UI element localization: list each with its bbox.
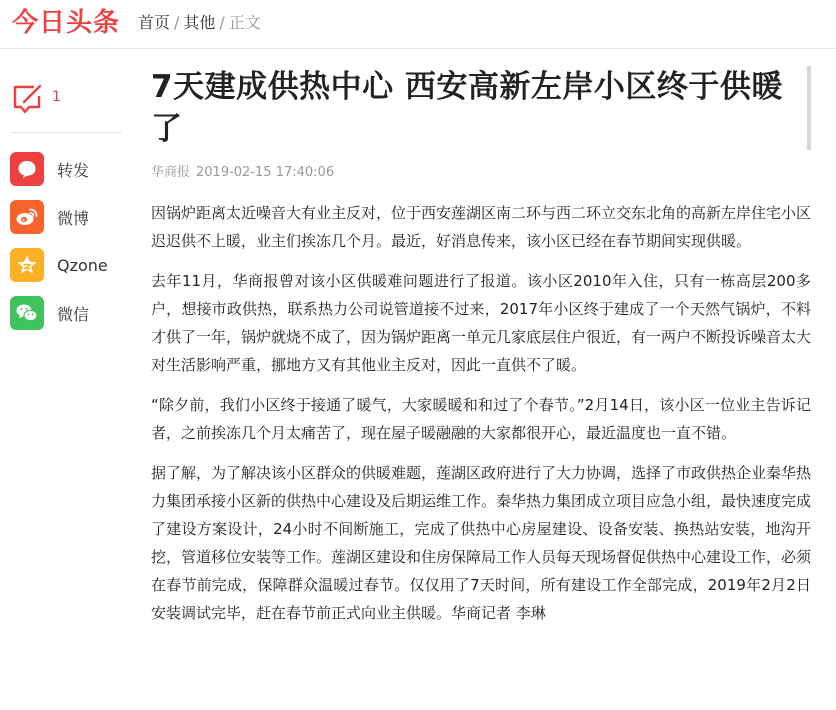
article-time: 2019-02-15 17:40:06 <box>196 165 335 180</box>
article-title: 7天建成供热中心 西安高新左岸小区终于供暖了 <box>151 66 811 150</box>
qzone-star-icon <box>10 248 44 282</box>
wechat-icon <box>10 296 44 330</box>
breadcrumb-home[interactable]: 首页 <box>138 13 171 32</box>
article-source[interactable]: 华商报 <box>151 165 191 180</box>
article-paragraph: 因锅炉距离太近噪音大有业主反对，位于西安莲湖区南二环与西二环立交东北角的高新左岸住宅小区迟迟供不上暖，业主们挨冻几个月。最近，好消息传来，该小区已经在春节期间实现供暖。 <box>151 204 812 250</box>
breadcrumb-separator: / <box>219 13 225 32</box>
repost-icon <box>10 152 44 186</box>
share-repost[interactable] <box>10 145 122 193</box>
share-sidebar <box>10 80 122 337</box>
toutiao-logo[interactable]: 今日头条 <box>12 8 121 38</box>
comment-button[interactable] <box>10 80 122 120</box>
article-paragraph: “除夕前，我们小区终于接通了暖气，大家暖暖和和过了个春节。”2月14日，该小区一位业主告诉记者，之前挨冻几个月太痛苦了，现在屋子暖融融的大家都很开心，最近温度也一直不错。 <box>151 396 811 442</box>
breadcrumb-separator: / <box>174 13 180 32</box>
article-content <box>151 199 811 627</box>
top-header <box>0 0 836 49</box>
share-weibo[interactable] <box>10 193 122 241</box>
share-label-qzone: Qzone <box>57 255 108 275</box>
share-label-wechat: 微信 <box>57 304 90 324</box>
weibo-icon <box>10 200 44 234</box>
article <box>151 66 811 639</box>
breadcrumb-current: 正文 <box>228 13 261 32</box>
article-meta <box>151 164 811 182</box>
share-wechat[interactable] <box>10 289 122 337</box>
article-paragraph: 去年11月，华商报曾对该小区供暖难问题进行了报道。该小区2010年入住，只有一栋高层200多户，想接市政供热，联系热力公司说管道接不过来，2017年小区终于建成了一个天然气锅炉，不料才供了一年，锅炉就烧不成了，因为锅炉距离一单元几家底层住户很近，有一两户不断投诉噪音太大对生活影响严重，挪地方又有其他业主反对，因此一直供不了暖。 <box>151 272 812 374</box>
comment-count: 1 <box>52 89 61 105</box>
breadcrumb <box>138 12 261 34</box>
comment-edit-icon <box>10 83 44 117</box>
share-label-weibo: 微博 <box>57 208 90 228</box>
article-paragraph: 据了解，为了解决该小区群众的供暖难题，莲湖区政府进行了大力协调，选择了市政供热企业秦华热力集团承接小区新的供热中心建设及后期运维工作。秦华热力集团成立项目应急小组，最快速度完成了建设方案设计，24小时不间断施工，完成了供热中心房屋建设、设备安装、换热站安装，地沟开挖，管道移位安装等工作。莲湖区建设和住房保障局工作人员每天现场督促供热中心建设工作，必须在春节前完成，保障群众温暖过春节。仅仅用了7天时间，所有建设工作全部完成，2019年2月2日安装调试完毕，赶在春节前正式向业主供暖。华商记者 李琳 <box>151 464 812 622</box>
breadcrumb-category[interactable]: 其他 <box>183 13 216 32</box>
share-qzone[interactable] <box>10 241 122 289</box>
share-label-repost: 转发 <box>57 160 90 180</box>
sidebar-divider <box>10 132 122 133</box>
